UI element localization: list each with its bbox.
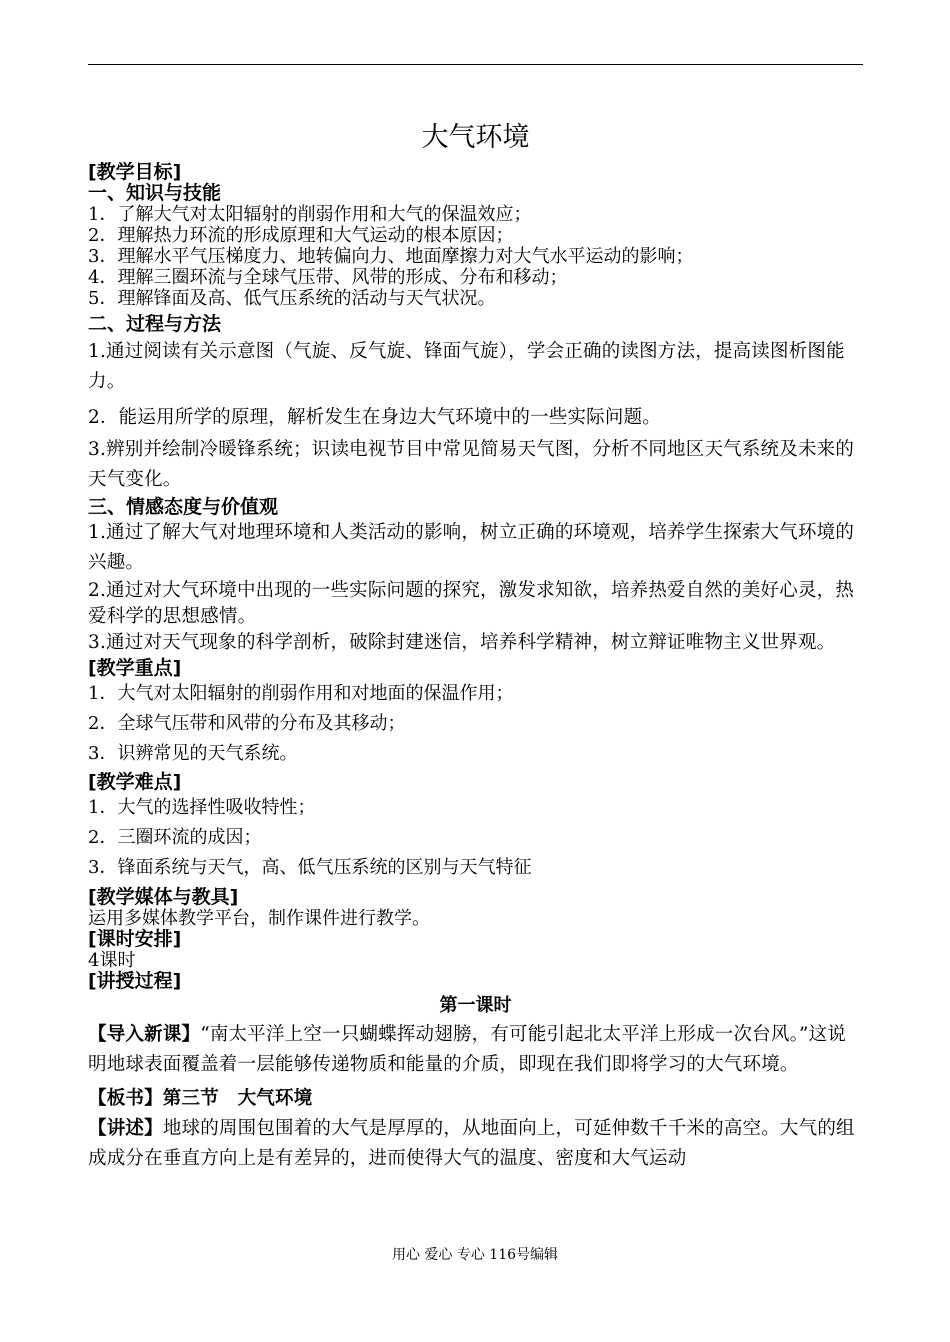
list-item: 2．全球气压带和风带的分布及其移动；	[88, 713, 406, 734]
list-item: 2．能运用所学的原理，解析发生在身边大气环境中的一些实际问题。	[88, 407, 661, 428]
list-item: 3．锋面系统与天气，高、低气压系统的区别与天气特征	[88, 857, 532, 878]
key-points-heading: [教学重点]	[88, 657, 182, 679]
intro-label: 【导入新课】	[88, 1024, 201, 1045]
intro-text: “南太平洋上空一只蝴蝶挥动翅膀，有可能引起北太平洋上形成一次台风。”这说明地球表面覆盖着一层能够传递物质和能量的介质，即现在我们即将学习的大气环境。	[88, 1024, 847, 1075]
schedule-text: 4课时	[88, 950, 136, 971]
narration-text: 地球的周围包围着的大气是厚厚的，从地面向上，可延伸数千千米的高空。大气的组成成分在垂直方向上是有差异的，进而使得大气的温度、密度和大气运动	[88, 1118, 855, 1169]
process-heading: 二、过程与方法	[88, 313, 222, 335]
lesson-title: 第一课时	[439, 995, 512, 1016]
schedule-heading: [课时安排]	[88, 928, 182, 950]
list-item: 4．理解三圈环流与全球气压带、风带的形成、分布和移动；	[88, 267, 568, 288]
attitude-heading: 三、情感态度与价值观	[88, 496, 279, 518]
list-item: 3．理解水平气压梯度力、地转偏向力、地面摩擦力对大气水平运动的影响；	[88, 246, 694, 267]
list-item: 1.通过阅读有关示意图（气旋、反气旋、锋面气旋），学会正确的读图方法，提高读图析图能力。	[88, 341, 845, 392]
page-footer: 用心 爱心 专心 116号编辑	[391, 1247, 559, 1263]
process-section-heading: [讲授过程]	[88, 970, 182, 992]
document-body	[88, 118, 863, 1174]
media-text: 运用多媒体教学平台，制作课件进行教学。	[88, 908, 430, 929]
page-title: 大气环境	[421, 122, 530, 153]
objectives-heading: [教学目标]	[88, 161, 182, 183]
list-item: 3.辨别并绘制冷暖锋系统；识读电视节目中常见简易天气图，分析不同地区天气系统及未来的天气变化。	[88, 439, 855, 490]
list-item: 2.通过对大气环境中出现的一些实际问题的探究，激发求知欲，培养热爱自然的美好心灵，热爱科学的思想感情。	[88, 580, 855, 627]
narration-label: 【讲述】	[88, 1118, 163, 1139]
list-item: 1．大气的选择性吸收特性；	[88, 797, 316, 818]
list-item: 1.通过了解大气对地理环境和人类活动的影响，树立正确的环境观，培养学生探索大气环境的兴趣。	[88, 522, 855, 573]
list-item: 1．大气对太阳辐射的削弱作用和对地面的保温作用；	[88, 683, 514, 704]
knowledge-heading: 一、知识与技能	[88, 182, 222, 204]
list-item: 3.通过对天气现象的科学剖析，破除封建迷信，培养科学精神，树立辩证唯物主义世界观。	[88, 632, 836, 653]
list-item: 3．识辨常见的天气系统。	[88, 743, 298, 764]
media-heading: [教学媒体与教具]	[88, 886, 239, 908]
difficult-points-heading: [教学难点]	[88, 771, 182, 793]
list-item: 2．理解热力环流的形成原理和大气运动的根本原因；	[88, 225, 514, 246]
list-item: 2．三圈环流的成因；	[88, 827, 262, 848]
list-item: 5．理解锋面及高、低气压系统的活动与天气状况。	[88, 288, 496, 309]
intro-paragraph	[88, 1020, 863, 1080]
narration-paragraph	[88, 1114, 863, 1174]
header-rule	[88, 64, 863, 65]
list-item: 1．了解大气对太阳辐射的削弱作用和大气的保温效应；	[88, 204, 532, 225]
board-heading: 【板书】第三节 大气环境	[88, 1088, 313, 1109]
